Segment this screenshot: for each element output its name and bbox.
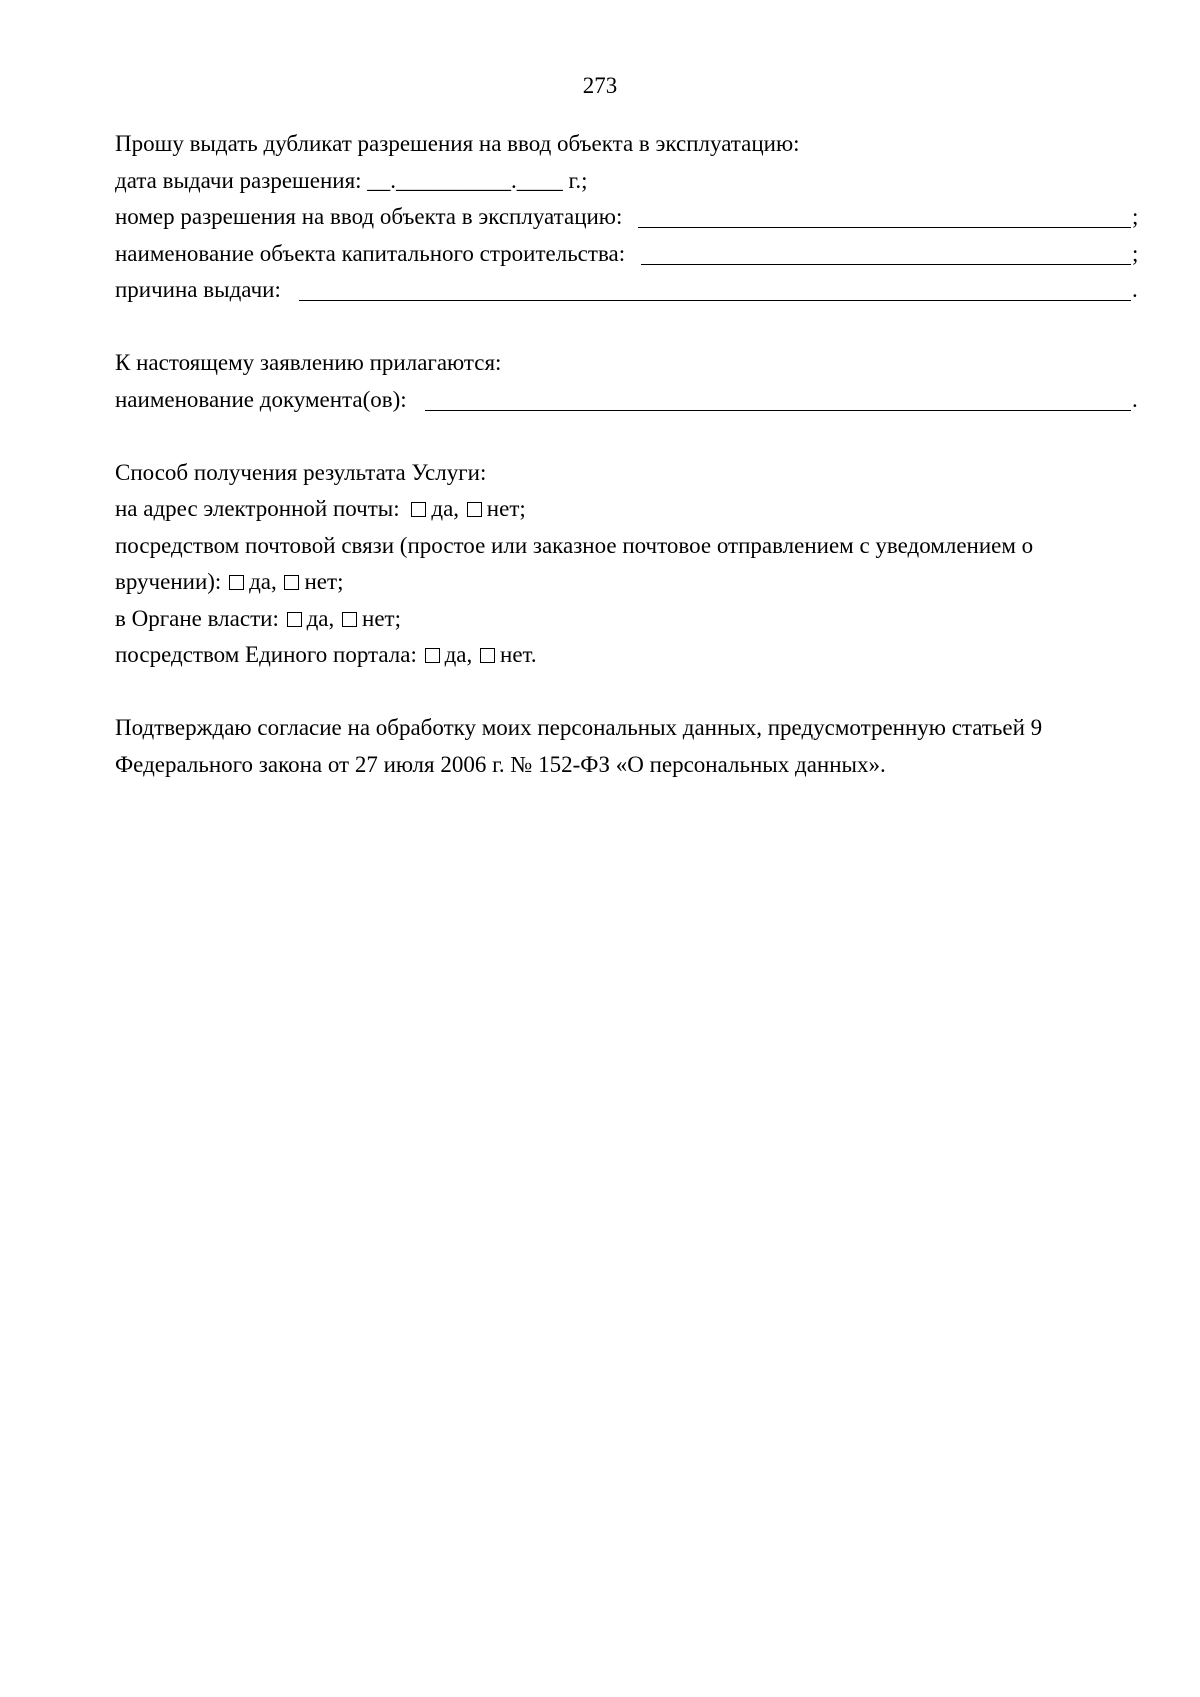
delivery-option-label: посредством Единого портала:	[115, 642, 417, 667]
option-end: ;	[337, 569, 344, 594]
yes-checkbox[interactable]	[287, 612, 302, 627]
yes-label: да,	[306, 605, 335, 631]
delivery-heading: Способ получения результата Услуги:	[115, 459, 487, 485]
delivery-option-label: на адрес электронной почты:	[115, 496, 400, 521]
form-content	[115, 126, 1140, 783]
consent-text: Подтверждаю согласие на обработку моих персональных данных, предусмотренную статьей 9 Федерального закона от 27 июля 2006 г. № 152-ФЗ «О персональных данных».	[115, 715, 1043, 777]
yes-label: да,	[431, 496, 460, 521]
delivery-option-portal	[115, 637, 1140, 674]
section-spacer	[115, 418, 1140, 455]
object-name-punct: ;	[1132, 240, 1139, 266]
yes-label: да,	[444, 642, 473, 667]
no-label: нет	[304, 569, 338, 594]
section-spacer	[115, 674, 1140, 711]
object-name-blank[interactable]	[641, 244, 1131, 265]
reason-punct: .	[1132, 277, 1138, 302]
documents-label: наименование документа(ов):	[115, 386, 407, 412]
reason-label: причина выдачи:	[115, 277, 281, 302]
no-checkbox[interactable]	[342, 612, 357, 627]
issue-date-line[interactable]: дата выдачи разрешения: __.__________.____ г.;	[115, 167, 588, 193]
permit-number-field	[115, 199, 1140, 236]
no-label: нет	[486, 496, 520, 521]
no-checkbox[interactable]	[480, 648, 495, 663]
option-end: ;	[394, 605, 401, 631]
option-end: .	[530, 642, 537, 667]
documents-blank[interactable]	[425, 390, 1131, 411]
permit-number-label: номер разрешения на ввод объекта в эксплуатацию:	[115, 204, 623, 229]
documents-field	[115, 382, 1140, 419]
delivery-option-post	[115, 528, 1115, 601]
no-checkbox[interactable]	[284, 575, 299, 590]
delivery-option-email	[115, 491, 1140, 528]
no-checkbox[interactable]	[467, 502, 482, 517]
yes-checkbox[interactable]	[229, 575, 244, 590]
no-label: нет	[362, 605, 395, 631]
request-heading: Прошу выдать дубликат разрешения на ввод объекта в эксплуатацию:	[115, 131, 800, 156]
attachments-heading: К настоящему заявлению прилагаются:	[115, 350, 502, 375]
delivery-option-office	[115, 601, 1140, 638]
object-name-field	[115, 236, 1140, 273]
permit-number-blank[interactable]	[638, 207, 1131, 228]
yes-label: да,	[249, 569, 277, 594]
reason-blank[interactable]	[299, 280, 1131, 301]
permit-number-punct: ;	[1132, 204, 1139, 229]
reason-field	[115, 272, 1140, 309]
option-end: ;	[519, 496, 526, 521]
delivery-option-label: в Органе власти:	[115, 605, 279, 631]
delivery-option-label: посредством почтовой связи (простое или заказное почтовое отправлением с уведомлением о вручении):	[115, 532, 1034, 594]
page-number: 273	[582, 73, 618, 98]
documents-punct: .	[1132, 386, 1138, 412]
yes-checkbox[interactable]	[425, 648, 440, 663]
no-label: нет	[500, 642, 531, 667]
section-spacer	[115, 309, 1140, 346]
yes-checkbox[interactable]	[411, 502, 426, 517]
object-name-label: наименование объекта капитального строительства:	[115, 240, 626, 266]
